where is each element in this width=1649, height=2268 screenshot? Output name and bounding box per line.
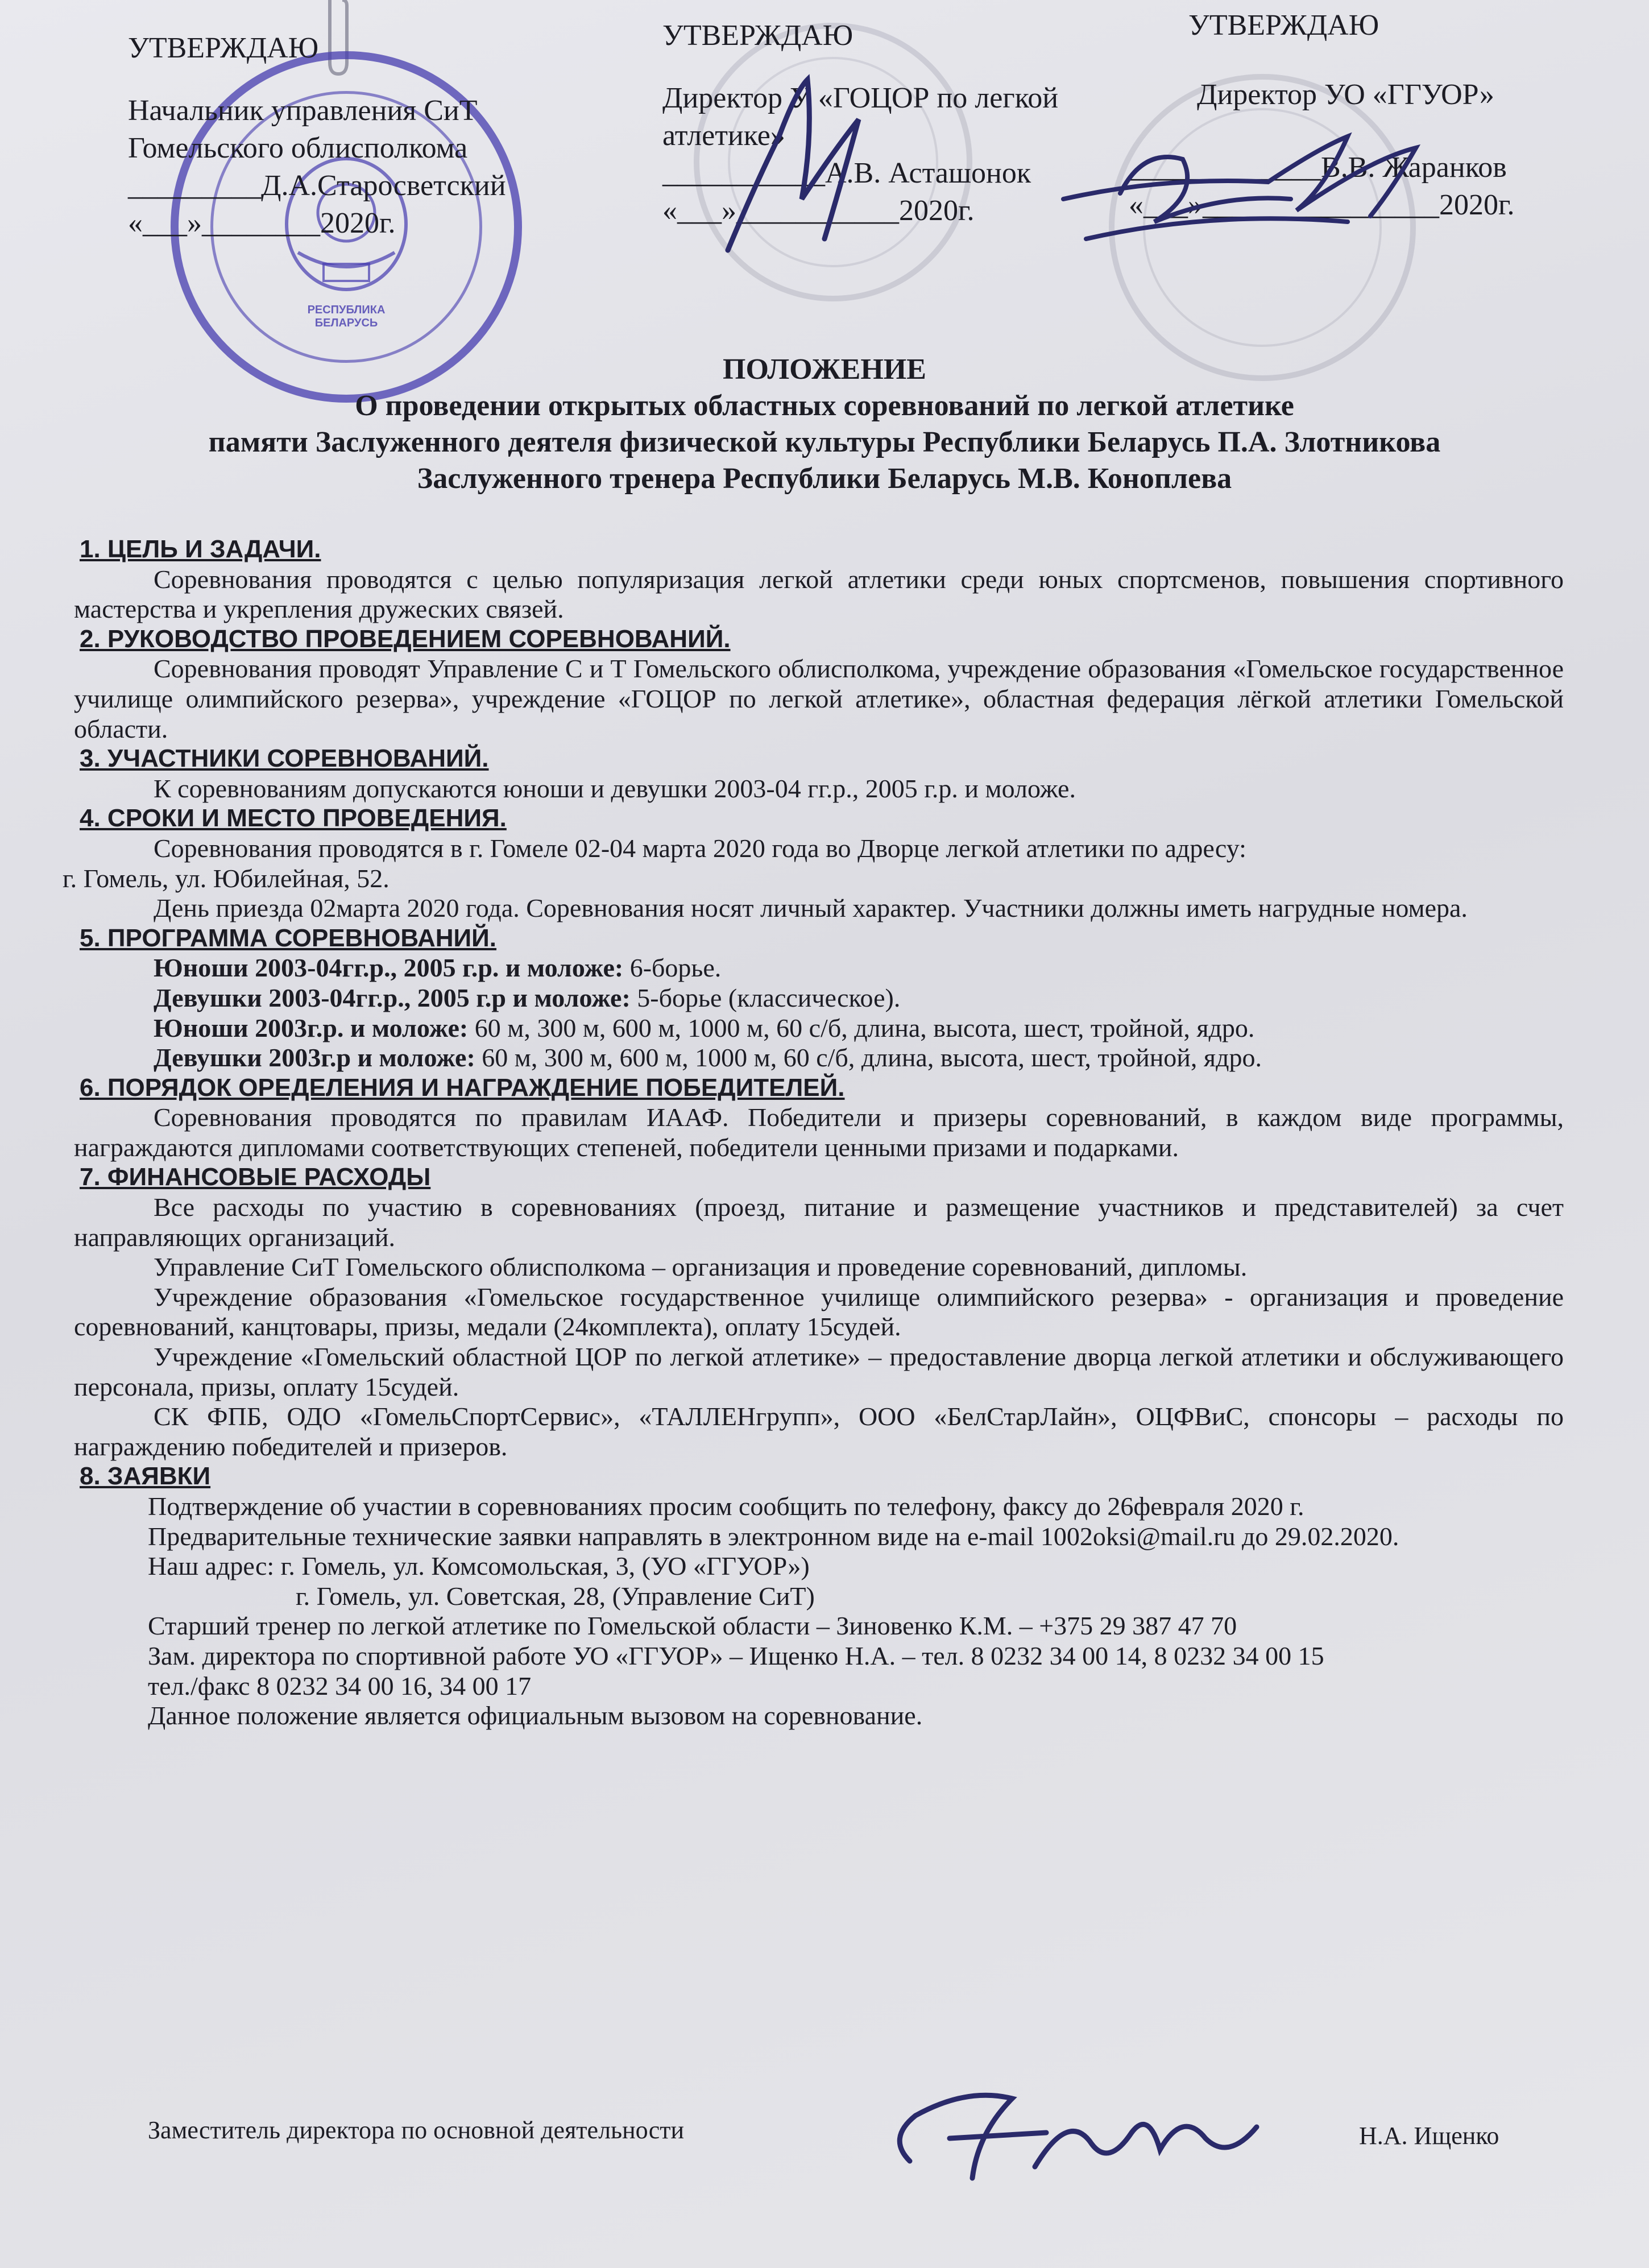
program-item-label: Девушки 2003-04гг.р., 2005 г.р и моложе: — [154, 983, 631, 1012]
applications-line: г. Гомель, ул. Советская, 28, (Управление СиТ) — [296, 1581, 815, 1611]
document-title-block — [0, 351, 1649, 497]
section-paragraph: Соревнования проводятся в г. Гомеле 02-04 марта 2020 года во Дворце легкой атлетики по адресу: — [154, 833, 1246, 863]
applications-line: Старший тренер по легкой атлетике по Гомельской области – Зиновенко К.М. – +375 29 387 47 70 — [148, 1611, 1237, 1641]
program-item-label: Девушки 2003г.р и моложе: — [154, 1043, 475, 1073]
approval-position-line: атлетике» — [662, 119, 785, 152]
section-paragraph: К соревнованиям допускаются юноши и девушки 2003-04 гг.р., 2005 г.р. и моложе. — [154, 773, 1076, 803]
approval-date: «___»________2020г. — [128, 207, 396, 239]
program-item-value: 6-борье. — [623, 953, 722, 983]
program-item — [74, 953, 1564, 983]
signatory-name: Н.А. Ищенко — [1359, 2122, 1499, 2150]
section-paragraph: День приезда 02марта 2020 года. Соревнования носят личный характер. Участники должны иметь нагрудные номера. — [154, 893, 1468, 923]
approval-position-line: Гомельского облисполкома — [128, 132, 468, 164]
section-paragraph: Соревнования проводят Управление С и Т Гомельского облисполкома, учреждение образования «Гомельское государственное училище олимпийского резерва», учреждение «ГОЦОР по легкой атлетике», областная федерация лёгкой атлетики Гомельской области. — [74, 654, 1564, 743]
program-item-label: Юноши 2003-04гг.р., 2005 г.р. и моложе: — [154, 953, 624, 983]
section-heading: 1. ЦЕЛЬ И ЗАДАЧИ. — [80, 535, 321, 563]
section-heading: 5. ПРОГРАММА СОРЕВНОВАНИЙ. — [80, 924, 497, 952]
approval-date: «___»___________2020г. — [662, 194, 975, 227]
program-item-label: Юноши 2003г.р. и моложе: — [154, 1013, 469, 1042]
handwritten-signature-footer — [864, 2076, 1274, 2190]
section-heading: 6. ПОРЯДОК ОРЕДЕЛЕНИЯ И НАГРАЖДЕНИЕ ПОБЕДИТЕЛЕЙ. — [80, 1073, 845, 1102]
section-address-line: г. Гомель, ул. Юбилейная, 52. — [63, 863, 390, 893]
section-heading: 2. РУКОВОДСТВО ПРОВЕДЕНИЕМ СОРЕВНОВАНИЙ. — [80, 624, 731, 653]
approval-signer: _________Д.А.Старосветский — [128, 169, 506, 202]
approval-signer: _____________В.В. Жаранков — [1129, 151, 1507, 184]
handwritten-signature-2 — [711, 68, 881, 262]
applications-line: Наш адрес: г. Гомель, ул. Комсомольская, 3, (УО «ГГУОР») — [148, 1551, 810, 1581]
applications-line: Данное положение является официальным вызовом на соревнование. — [148, 1701, 923, 1731]
section-paragraph: Учреждение «Гомельский областной ЦОР по легкой атлетике» – предоставление дворца легкой атлетики и обслуживающего персонала, призы, оплату 15судей. — [74, 1342, 1564, 1401]
program-item — [74, 1013, 1564, 1044]
document-title: ПОЛОЖЕНИЕ — [723, 353, 926, 386]
applications-line: Подтверждение об участии в соревнованиях просим сообщить по телефону, факсу до 26февраля 2020 г. — [148, 1492, 1304, 1521]
document-subtitle-line: памяти Заслуженного деятеля физической культуры Республики Беларусь П.А. Злотникова — [208, 426, 1441, 458]
document-subtitle-line: Заслуженного тренера Республики Беларусь М.В. Коноплева — [417, 462, 1232, 495]
applications-line: Предварительные технические заявки направлять в электронном виде на e-mail 1002oksi@mail.ru до 29.02.2020. — [148, 1521, 1399, 1551]
program-item — [74, 983, 1564, 1013]
approval-position-line: Директор У «ГОЦОР по легкой — [662, 82, 1059, 114]
approval-signer: ___________А.В. Асташонок — [662, 157, 1031, 189]
document-subtitle-line: О проведении открытых областных соревнований по легкой атлетике — [355, 390, 1294, 422]
section-heading: 4. СРОКИ И МЕСТО ПРОВЕДЕНИЯ. — [80, 804, 507, 833]
program-item-value: 60 м, 300 м, 600 м, 1000 м, 60 с/б, длина, высота, шест, тройной, ядро. — [468, 1013, 1255, 1042]
section-paragraph: Соревнования проводятся по правилам ИААФ. Победители и призеры соревнований, в каждом виде программы, награждаются дипломами соответствующих степеней, победители ценными призами и подарками. — [74, 1103, 1564, 1162]
program-item — [74, 1043, 1564, 1073]
approval-position-line: Начальник управления СиТ — [128, 94, 478, 127]
approval-position-line: Директор УО «ГГУОР» — [1197, 78, 1494, 111]
approval-heading: УТВЕРЖДАЮ — [128, 32, 319, 64]
section-paragraph: Учреждение образования «Гомельское государственное училище олимпийского резерва» - организация и проведение соревнований, канцтовары, призы, медали (24комплекта), оплату 15судей. — [74, 1282, 1564, 1342]
document-body — [63, 535, 1564, 1731]
program-item-value: 60 м, 300 м, 600 м, 1000 м, 60 с/б, длина, высота, шест, тройной, ядро. — [475, 1043, 1262, 1073]
stamp-country-text: РЕСПУБЛИКА БЕЛАРУСЬ — [307, 304, 386, 329]
section-heading: 7. ФИНАНСОВЫЕ РАСХОДЫ — [80, 1163, 431, 1191]
approval-heading: УТВЕРЖДАЮ — [662, 19, 853, 52]
applications-line: Зам. директора по спортивной работе УО «ГГУОР» – Ищенко Н.А. – тел. 8 0232 34 00 14, 8 0232 34 00 15 — [148, 1641, 1324, 1670]
applications-block — [148, 1492, 1564, 1731]
signatory-role: Заместитель директора по основной деятельности — [148, 2116, 685, 2144]
approval-date: «___»________________2020г. — [1129, 189, 1515, 221]
applications-line: тел./факс 8 0232 34 00 16, 34 00 17 — [148, 1671, 532, 1700]
section-paragraph: Все расходы по участию в соревнованиях (проезд, питание и размещение участников и представителей) за счет направляющих организаций. — [74, 1193, 1564, 1252]
section-heading: 3. УЧАСТНИКИ СОРЕВНОВАНИЙ. — [80, 744, 489, 773]
section-heading: 8. ЗАЯВКИ — [80, 1462, 211, 1491]
section-paragraph: СК ФПБ, ОДО «ГомельСпортСервис», «ТАЛЛЕНгрупп», ООО «БелСтарЛайн», ОЦФВиС, спонсоры – расходы по награждению победителей и призеров. — [74, 1402, 1564, 1461]
handwritten-signature-3 — [1052, 125, 1450, 256]
approval-heading: УТВЕРЖДАЮ — [1188, 9, 1379, 42]
section-paragraph: Управление СиТ Гомельского облисполкома – организация и проведение соревнований, дипломы. — [154, 1252, 1248, 1282]
program-item-value: 5-борье (классическое). — [630, 983, 901, 1012]
section-paragraph: Соревнования проводятся с целью популяризация легкой атлетики среди юных спортсменов, повышения спортивного мастерства и укрепления дружеских связей. — [74, 564, 1564, 624]
approval-block-1 — [128, 30, 506, 242]
